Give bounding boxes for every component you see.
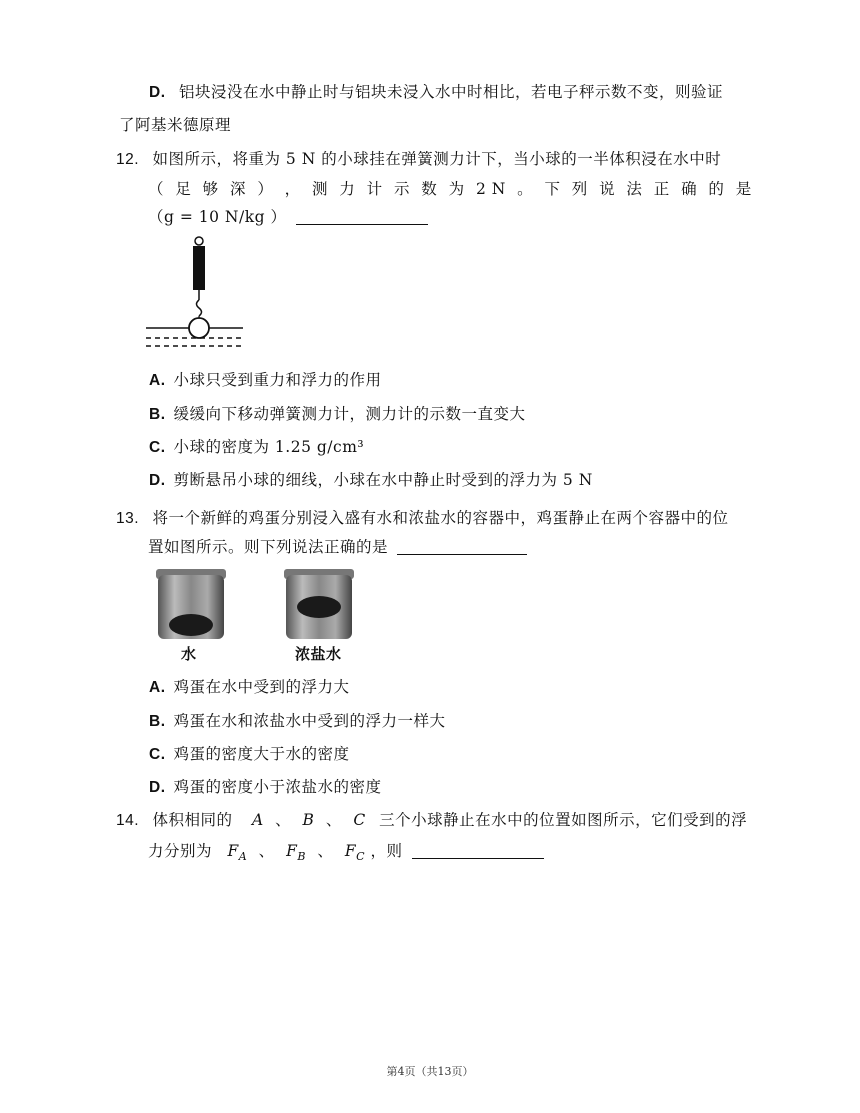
answer-blank[interactable]: [296, 208, 428, 225]
q12-line3: [148, 206, 428, 228]
ball-b-label: B: [302, 811, 315, 829]
separator: 、: [317, 842, 334, 860]
q13-line1: [116, 507, 729, 530]
prev-option-d: [149, 81, 723, 104]
option-letter: A.: [149, 679, 166, 696]
q12-line2-part: 深: [229, 180, 246, 198]
q13-option-d[interactable]: [149, 776, 382, 799]
q12-line2: [148, 178, 752, 200]
question-text: ，则: [370, 842, 403, 860]
beaker-water: [156, 569, 226, 639]
q12-line2-part: 够: [202, 180, 219, 198]
label-water: 水: [181, 645, 197, 663]
question-text: 置如图所示。则下列说法正确的是: [148, 538, 389, 556]
option-letter: B.: [149, 713, 166, 730]
q12-line2-part: 法: [626, 180, 643, 198]
q12-line2-part: 足: [175, 180, 192, 198]
ball-c-label: C: [353, 811, 366, 829]
beaker-brine: [284, 569, 354, 639]
option-text: 鸡蛋在水和浓盐水中受到的浮力一样大: [173, 712, 446, 730]
q12-line1: [116, 148, 721, 171]
option-text: 小球的密度为 1.25 g/cm³: [173, 438, 365, 456]
separator: 、: [258, 842, 275, 860]
option-text: 鸡蛋的密度大于水的密度: [173, 745, 350, 763]
q12-line2-part: （: [148, 180, 165, 198]
q12-line2-part: 数: [421, 180, 438, 198]
q12-line2-part: 2 N: [475, 180, 506, 198]
option-letter: C.: [149, 439, 166, 456]
force-b: $F_B$: [286, 842, 306, 864]
q13-option-c[interactable]: [149, 743, 350, 766]
q12-line2-part: 确: [681, 180, 698, 198]
answer-blank[interactable]: [397, 538, 527, 555]
question-number: 13.: [116, 510, 140, 527]
q12-option-c[interactable]: [149, 436, 364, 459]
q12-option-b[interactable]: [149, 403, 526, 426]
question-text: 体积相同的: [152, 811, 233, 829]
q12-line2-part: 为: [448, 180, 465, 198]
q12-line2-part: 列: [571, 180, 588, 198]
question-text: 力分别为: [148, 842, 213, 860]
option-text: 鸡蛋的密度小于浓盐水的密度: [173, 778, 382, 796]
separator: 、: [325, 811, 342, 829]
question-text: 三个小球静止在水中的位置如图所示，它们受到的浮: [379, 811, 748, 829]
q12-line2-part: 正: [653, 180, 670, 198]
option-letter: C.: [149, 746, 166, 763]
q12-line2-part: 的: [708, 180, 725, 198]
option-letter: D.: [149, 472, 166, 489]
q14-line1: [116, 809, 747, 832]
q13-option-a[interactable]: [149, 676, 350, 699]
q12-option-d[interactable]: [149, 469, 593, 492]
gravity-constant: （g = 10 N/kg ）: [148, 208, 287, 226]
separator: 、: [275, 811, 292, 829]
q12-option-a[interactable]: [149, 369, 382, 392]
q13-option-b[interactable]: [149, 710, 446, 733]
q12-line2-part: 测: [311, 180, 328, 198]
q14-line2: [148, 840, 544, 868]
q12-line2-part: ）: [257, 180, 274, 198]
q12-line2-part: 下: [544, 180, 561, 198]
page-footer: 第4页（共13页）: [386, 1065, 474, 1078]
q12-line2-part: 计: [366, 180, 383, 198]
option-text: 铝块浸没在水中静止时与铝块未浸入水中时相比，若电子秤示数不变，则验证: [178, 83, 723, 101]
option-text: 剪断悬吊小球的细线，小球在水中静止时受到的浮力为 5 N: [173, 471, 593, 489]
q12-line2-part: 力: [339, 180, 356, 198]
ball-a-label: A: [251, 811, 264, 829]
question-number: 12.: [116, 151, 140, 168]
force-a: $F_A$: [227, 842, 248, 864]
prev-option-d-continued: 了阿基米德原理: [119, 116, 232, 134]
question-text: 如图所示，将重为 5 N 的小球挂在弹簧测力计下，当小球的一半体积浸在水中时: [152, 150, 722, 168]
question-number: 14.: [116, 812, 140, 829]
spring-scale-figure: [140, 234, 250, 354]
q12-line2-part: 示: [393, 180, 410, 198]
answer-blank[interactable]: [412, 842, 544, 859]
option-letter: A.: [149, 372, 166, 389]
label-brine: 浓盐水: [295, 645, 342, 663]
force-c: $F_C$: [344, 842, 365, 864]
question-text: 将一个新鲜的鸡蛋分别浸入盛有水和浓盐水的容器中，鸡蛋静止在两个容器中的位: [152, 509, 729, 527]
q12-line2-part: ，: [284, 180, 301, 198]
option-letter: D.: [149, 779, 166, 796]
option-text: 鸡蛋在水中受到的浮力大: [173, 678, 350, 696]
q13-line2: [148, 536, 527, 558]
q12-line2-part: 说: [599, 180, 616, 198]
q12-line2-part: 。: [517, 180, 534, 198]
option-letter: D.: [149, 84, 166, 101]
option-text: 缓缓向下移动弹簧测力计，测力计的示数一直变大: [173, 405, 526, 423]
option-text: 小球只受到重力和浮力的作用: [173, 371, 382, 389]
q12-line2-part: 是: [735, 180, 752, 198]
option-letter: B.: [149, 406, 166, 423]
